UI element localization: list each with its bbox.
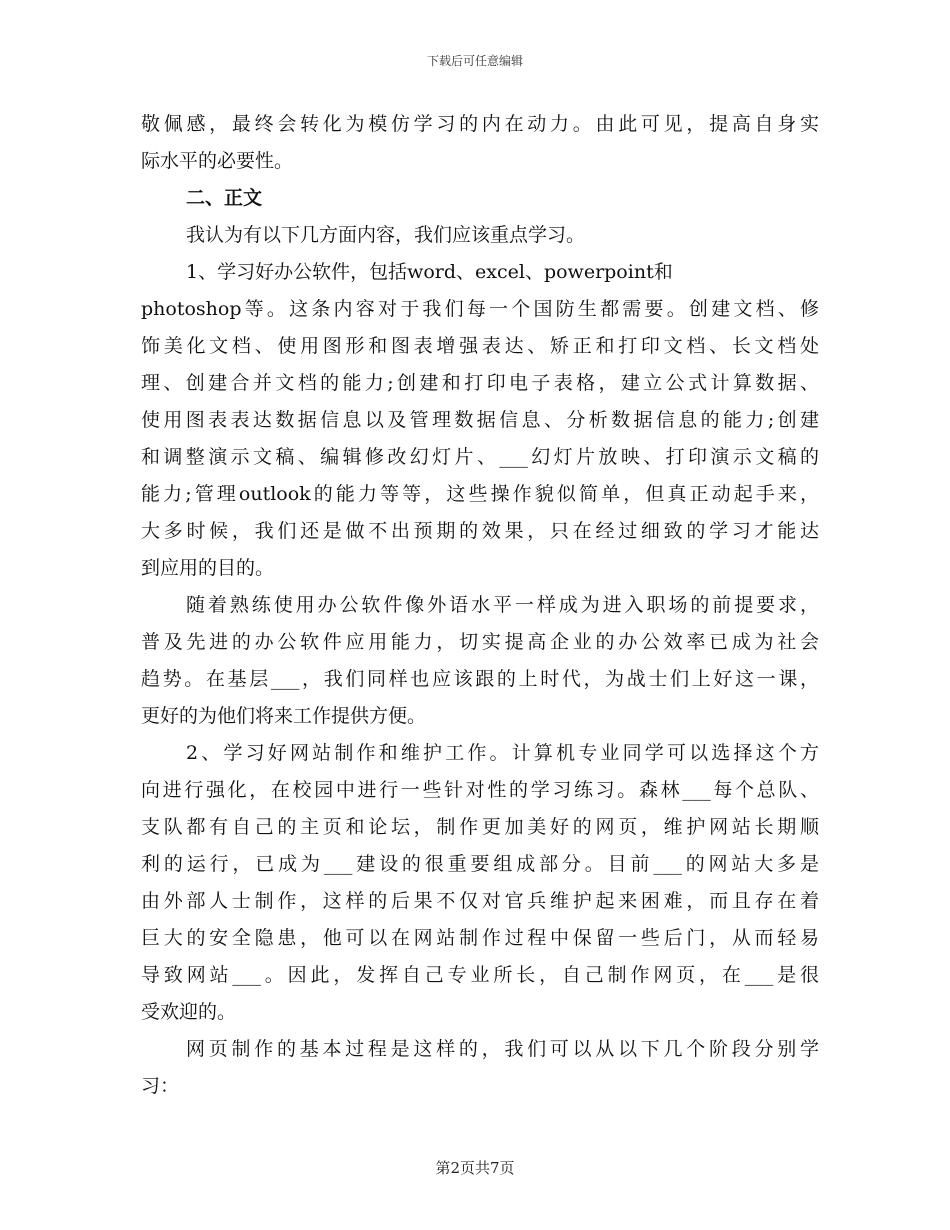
paragraph-office-software bbox=[141, 254, 819, 587]
page-header-note: 下载后可任意编辑 bbox=[426, 54, 523, 68]
text-line: 随着熟练使用办公软件像外语水平一样成为进入职场的前提要求， bbox=[186, 594, 819, 616]
text-line: 习： bbox=[141, 1075, 180, 1097]
text-line: 饰美化文档、使用图形和图表增强表达、矫正和打印文档、长文档处 bbox=[141, 335, 819, 357]
text-line: 向进行强化，在校园中进行一些针对性的学习练习。森林___每个总队、 bbox=[141, 779, 819, 801]
text-line: 际水平的必要性。 bbox=[141, 150, 294, 172]
text-line: photoshop等。这条内容对于我们每一个国防生都需要。创建文档、修 bbox=[141, 298, 819, 320]
text-line: 大多时候，我们还是做不出预期的效果，只在经过细致的学习才能达 bbox=[141, 520, 819, 542]
text-line: 导致网站___。因此，发挥自己专业所长，自己制作网页，在___是很 bbox=[141, 964, 819, 986]
document-body bbox=[141, 106, 819, 1105]
paragraph-office-trend bbox=[141, 587, 819, 735]
text-line: 受欢迎的。 bbox=[141, 1001, 237, 1023]
paragraph-intro-continued bbox=[141, 106, 819, 180]
text-line: 利的运行，已成为___建设的很重要组成部分。目前___的网站大多是 bbox=[141, 853, 819, 875]
text-line: 能力;管理outlook的能力等等，这些操作貌似简单，但真正动起手来， bbox=[141, 483, 819, 505]
paragraph-web-process bbox=[141, 1031, 819, 1105]
text-line: 支队都有自己的主页和论坛，制作更加美好的网页，维护网站长期顺 bbox=[141, 816, 819, 838]
text-line: 由外部人士制作，这样的后果不仅对官兵维护起来困难，而且存在着 bbox=[141, 890, 819, 912]
text-line: 敬佩感，最终会转化为模仿学习的内在动力。由此可见，提高自身实 bbox=[141, 113, 819, 135]
text-line: 1、学习好办公软件，包括word、excel、powerpoint和 bbox=[186, 261, 673, 283]
text-line: 理、创建合并文档的能力;创建和打印电子表格，建立公式计算数据、 bbox=[141, 372, 819, 394]
text-line: 使用图表表达数据信息以及管理数据信息、分析数据信息的能力;创建 bbox=[141, 409, 819, 431]
text-line: 趋势。在基层___，我们同样也应该跟的上时代，为战士们上好这一课， bbox=[141, 668, 819, 690]
paragraph-overview bbox=[141, 217, 819, 254]
text-line: 巨大的安全隐患，他可以在网站制作过程中保留一些后门，从而轻易 bbox=[141, 927, 819, 949]
text-line: 到应用的目的。 bbox=[141, 557, 275, 579]
text-line: 网页制作的基本过程是这样的，我们可以从以下几个阶段分别学 bbox=[186, 1038, 819, 1060]
paragraph-web-development bbox=[141, 735, 819, 1031]
text-line: 更好的为他们将来工作提供方便。 bbox=[141, 705, 427, 727]
text-line: 2、学习好网站制作和维护工作。计算机专业同学可以选择这个方 bbox=[186, 742, 819, 764]
page-number: 第2页共7页 bbox=[435, 1159, 515, 1177]
section-heading: 二、正文 bbox=[186, 187, 263, 209]
text-line: 和调整演示文稿、编辑修改幻灯片、___幻灯片放映、打印演示文稿的 bbox=[141, 446, 819, 468]
text-line: 我认为有以下几方面内容，我们应该重点学习。 bbox=[186, 224, 586, 246]
text-line: 普及先进的办公软件应用能力，切实提高企业的办公效率已成为社会 bbox=[141, 631, 819, 653]
